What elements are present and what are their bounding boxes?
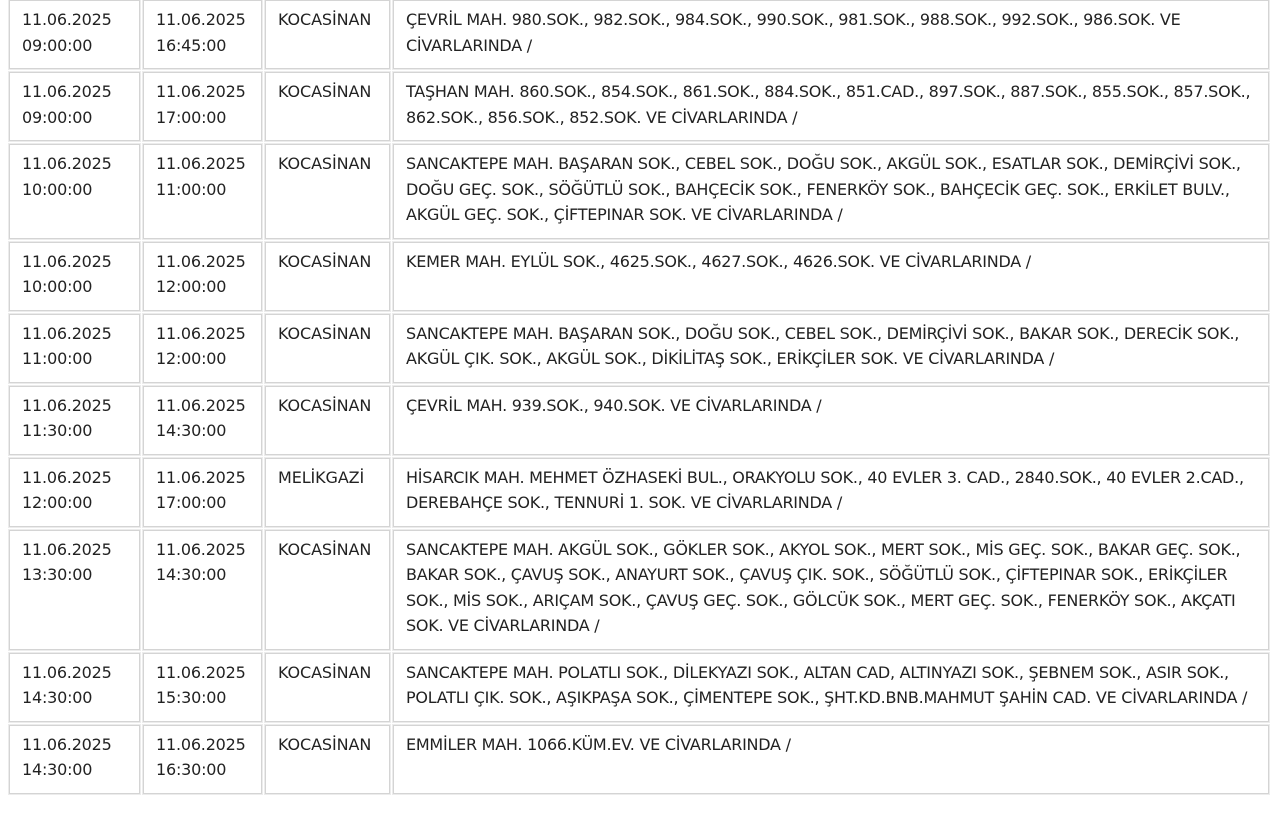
district-cell: KOCASİNAN [265,72,390,141]
end-datetime-cell [143,386,262,455]
start-date: 11.06.2025 [22,467,112,487]
start-date: 11.06.2025 [22,395,112,415]
start-time: 11:00:00 [22,349,93,368]
address-cell: SANCAKTEPE MAH. BAŞARAN SOK., CEBEL SOK., DOĞU SOK., AKGÜL SOK., ESATLAR SOK., DEMİRÇİVİ SOK., DOĞU GEÇ. SOK., SÖĞÜTLÜ SOK., BAHÇECİK SOK., FENERKÖY SOK., BAHÇECİK GEÇ. SOK., ERKİLET BULV., AKGÜL GEÇ. SOK., ÇİFTEPINAR SOK. VE CİVARLARINDA / [393,144,1269,239]
end-date: 11.06.2025 [156,10,246,29]
start-datetime-cell [9,314,140,383]
address-cell: EMMİLER MAH. 1066.KÜM.EV. VE CİVARLARINDA / [393,725,1269,794]
start-datetime-cell [9,458,140,527]
start-time: 12:00:00 [22,493,93,512]
start-time: 14:30:00 [22,688,93,707]
start-date: 11.06.2025 [22,662,112,682]
start-date: 11.06.2025 [22,10,112,29]
district-cell: KOCASİNAN [265,0,390,69]
end-date: 11.06.2025 [156,251,246,271]
start-date: 11.06.2025 [22,251,112,271]
table-row [9,314,1269,383]
table-row [9,72,1269,141]
district-cell: KOCASİNAN [265,386,390,455]
address-cell: HİSARCIK MAH. MEHMET ÖZHASEKİ BUL., ORAKYOLU SOK., 40 EVLER 3. CAD., 2840.SOK., 40 EVLER 2.CAD., DEREBAHÇE SOK., TENNURİ 1. SOK. VE CİVARLARINDA / [393,458,1269,527]
start-datetime-cell [9,386,140,455]
start-time: 13:30:00 [22,565,93,584]
end-date: 11.06.2025 [156,662,246,682]
table-body [9,0,1269,794]
end-time: 16:45:00 [156,35,227,55]
end-time: 14:30:00 [156,565,227,584]
district-cell: KOCASİNAN [265,725,390,794]
address-cell: SANCAKTEPE MAH. BAŞARAN SOK., DOĞU SOK., CEBEL SOK., DEMİRÇİVİ SOK., BAKAR SOK., DERECİK SOK., AKGÜL ÇIK. SOK., AKGÜL SOK., DİKİLİTAŞ SOK., ERİKÇİLER SOK. VE CİVARLARINDA / [393,314,1269,383]
end-date: 11.06.2025 [156,467,246,487]
start-datetime-cell [9,144,140,239]
end-time: 17:00:00 [156,493,227,512]
table-row [9,530,1269,650]
end-time: 14:30:00 [156,421,227,440]
end-date: 11.06.2025 [156,154,246,173]
table-row [9,386,1269,455]
table-row [9,242,1269,311]
start-time: 10:00:00 [22,277,93,296]
address-cell: KEMER MAH. EYLÜL SOK., 4625.SOK., 4627.SOK., 4626.SOK. VE CİVARLARINDA / [393,242,1269,311]
start-time: 11:30:00 [22,421,93,440]
start-datetime-cell [9,653,140,722]
start-time: 10:00:00 [22,179,93,199]
address-cell: SANCAKTEPE MAH. AKGÜL SOK., GÖKLER SOK., AKYOL SOK., MERT SOK., MİS GEÇ. SOK., BAKAR GEÇ. SOK., BAKAR SOK., ÇAVUŞ SOK., ANAYURT SOK., ÇAVUŞ ÇIK. SOK., SÖĞÜTLÜ SOK., ÇİFTEPINAR SOK., ERİKÇİLER SOK., MİS SOK., ARIÇAM SOK., ÇAVUŞ GEÇ. SOK., GÖLCÜK SOK., MERT GEÇ. SOK., FENERKÖY SOK., AKÇATI SOK. VE CİVARLARINDA / [393,530,1269,650]
table-row [9,725,1269,794]
start-datetime-cell [9,72,140,141]
end-datetime-cell [143,72,262,141]
end-date: 11.06.2025 [156,395,246,415]
end-time: 17:00:00 [156,107,227,127]
table-row [9,653,1269,722]
start-date: 11.06.2025 [22,323,112,343]
start-datetime-cell [9,242,140,311]
table-row [9,0,1269,69]
district-cell: KOCASİNAN [265,144,390,239]
end-datetime-cell [143,0,262,69]
end-time: 15:30:00 [156,688,227,707]
address-cell: ÇEVRİL MAH. 980.SOK., 982.SOK., 984.SOK., 990.SOK., 981.SOK., 988.SOK., 992.SOK., 986.SOK. VE CİVARLARINDA / [393,0,1269,69]
end-date: 11.06.2025 [156,82,246,101]
district-cell: KOCASİNAN [265,242,390,311]
start-date: 11.06.2025 [22,82,112,101]
end-time: 12:00:00 [156,349,227,368]
end-datetime-cell [143,144,262,239]
end-datetime-cell [143,314,262,383]
end-datetime-cell [143,725,262,794]
end-date: 11.06.2025 [156,323,246,343]
end-time: 16:30:00 [156,760,227,779]
end-time: 12:00:00 [156,277,227,296]
end-time: 11:00:00 [156,179,227,199]
start-date: 11.06.2025 [22,734,112,754]
start-time: 09:00:00 [22,107,93,127]
table-row [9,458,1269,527]
start-datetime-cell [9,530,140,650]
end-datetime-cell [143,653,262,722]
address-cell: SANCAKTEPE MAH. POLATLI SOK., DİLEKYAZI SOK., ALTAN CAD, ALTINYAZI SOK., ŞEBNEM SOK., ASIR SOK., POLATLI ÇIK. SOK., AŞIKPAŞA SOK., ÇİMENTEPE SOK., ŞHT.KD.BNB.MAHMUT ŞAHİN CAD. VE CİVARLARINDA / [393,653,1269,722]
address-cell: TAŞHAN MAH. 860.SOK., 854.SOK., 861.SOK., 884.SOK., 851.CAD., 897.SOK., 887.SOK., 855.SOK., 857.SOK., 862.SOK., 856.SOK., 852.SOK. VE CİVARLARINDA / [393,72,1269,141]
district-cell: KOCASİNAN [265,314,390,383]
district-cell: KOCASİNAN [265,530,390,650]
start-datetime-cell [9,725,140,794]
start-time: 09:00:00 [22,35,93,55]
district-cell: MELİKGAZİ [265,458,390,527]
district-cell: KOCASİNAN [265,653,390,722]
end-datetime-cell [143,242,262,311]
address-cell: ÇEVRİL MAH. 939.SOK., 940.SOK. VE CİVARLARINDA / [393,386,1269,455]
start-datetime-cell [9,0,140,69]
outage-table [6,0,1272,797]
end-datetime-cell [143,458,262,527]
start-date: 11.06.2025 [22,154,112,173]
start-date: 11.06.2025 [22,539,112,559]
end-date: 11.06.2025 [156,734,246,754]
start-time: 14:30:00 [22,760,93,779]
end-date: 11.06.2025 [156,539,246,559]
end-datetime-cell [143,530,262,650]
table-row [9,144,1269,239]
